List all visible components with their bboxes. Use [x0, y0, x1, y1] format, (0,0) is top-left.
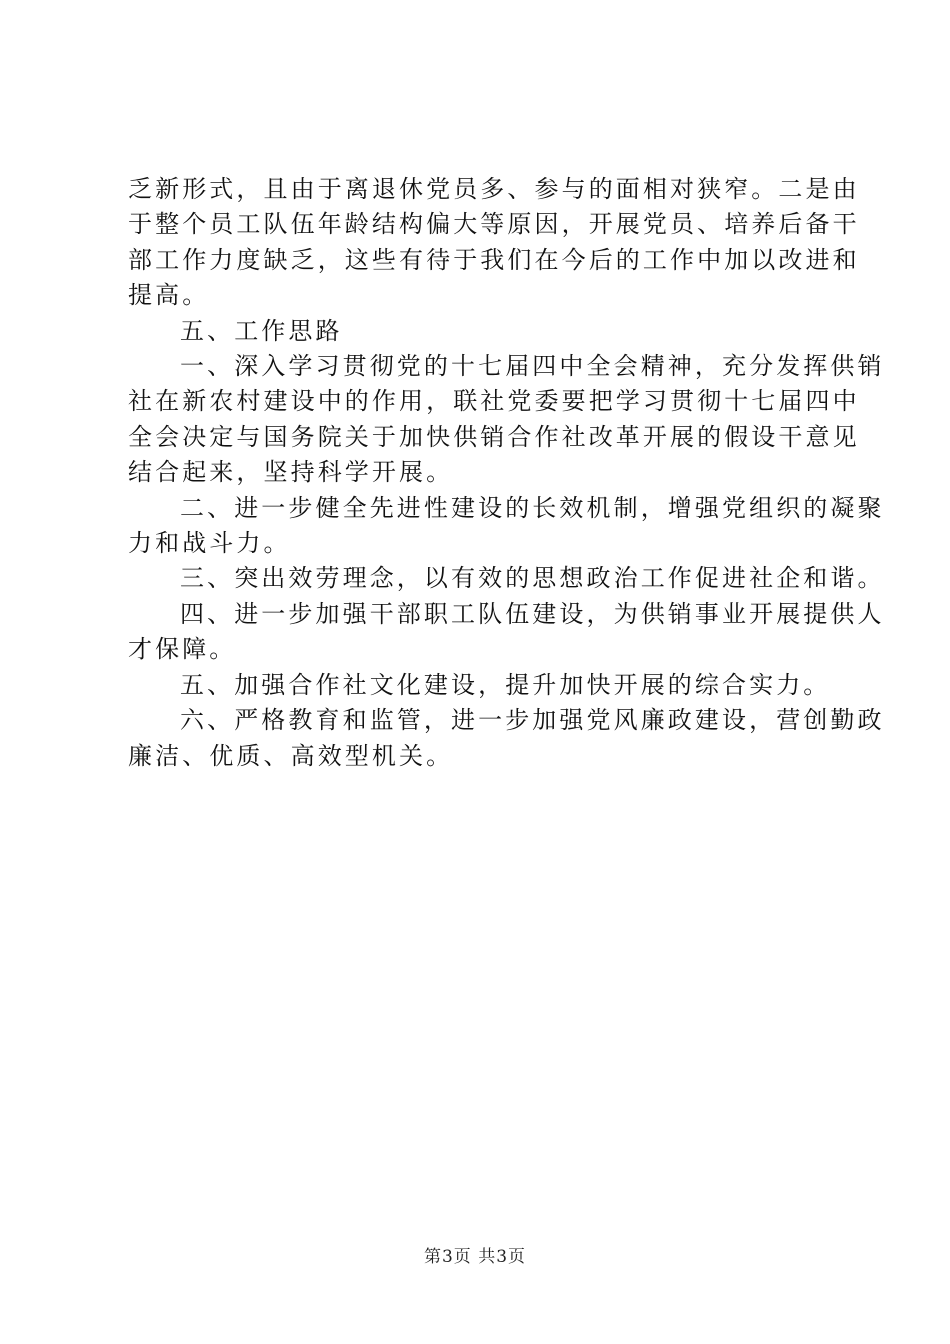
text-line: 廉洁、优质、高效型机关。: [128, 741, 454, 770]
text-line: 全会决定与国务院关于加快供销合作社改革开展的假设干意见: [128, 422, 860, 451]
document-body: [128, 172, 885, 774]
text-line: 三、突出效劳理念，以有效的思想政治工作促进社企和谐。: [180, 564, 885, 593]
text-line: 二、进一步健全先进性建设的长效机制，增强党组织的凝聚: [180, 493, 885, 522]
text-line: 提高。: [128, 281, 210, 310]
text-line: 四、进一步加强干部职工队伍建设，为供销事业开展提供人: [180, 599, 885, 628]
text-line: 社在新农村建设中的作用，联社党委要把学习贯彻十七届四中: [128, 387, 860, 416]
text-line: 力和战斗力。: [128, 529, 291, 558]
text-line: 五、工作思路: [180, 316, 343, 345]
text-line: 结合起来，坚持科学开展。: [128, 458, 454, 487]
text-line: 才保障。: [128, 635, 237, 664]
text-line: 于整个员工队伍年龄结构偏大等原因，开展党员、培养后备干: [128, 210, 860, 239]
text-line: 六、严格教育和监管，进一步加强党风廉政建设，营创勤政: [180, 706, 885, 735]
page-footer: 第3页 共3页: [423, 1247, 527, 1267]
text-line: 五、加强合作社文化建设，提升加快开展的综合实力。: [180, 670, 831, 699]
text-line: 部工作力度缺乏，这些有待于我们在今后的工作中加以改进和: [128, 245, 860, 274]
text-line: 乏新形式，且由于离退休党员多、参与的面相对狭窄。二是由: [128, 175, 860, 203]
text-line: 一、深入学习贯彻党的十七届四中全会精神，充分发挥供销: [180, 352, 885, 381]
